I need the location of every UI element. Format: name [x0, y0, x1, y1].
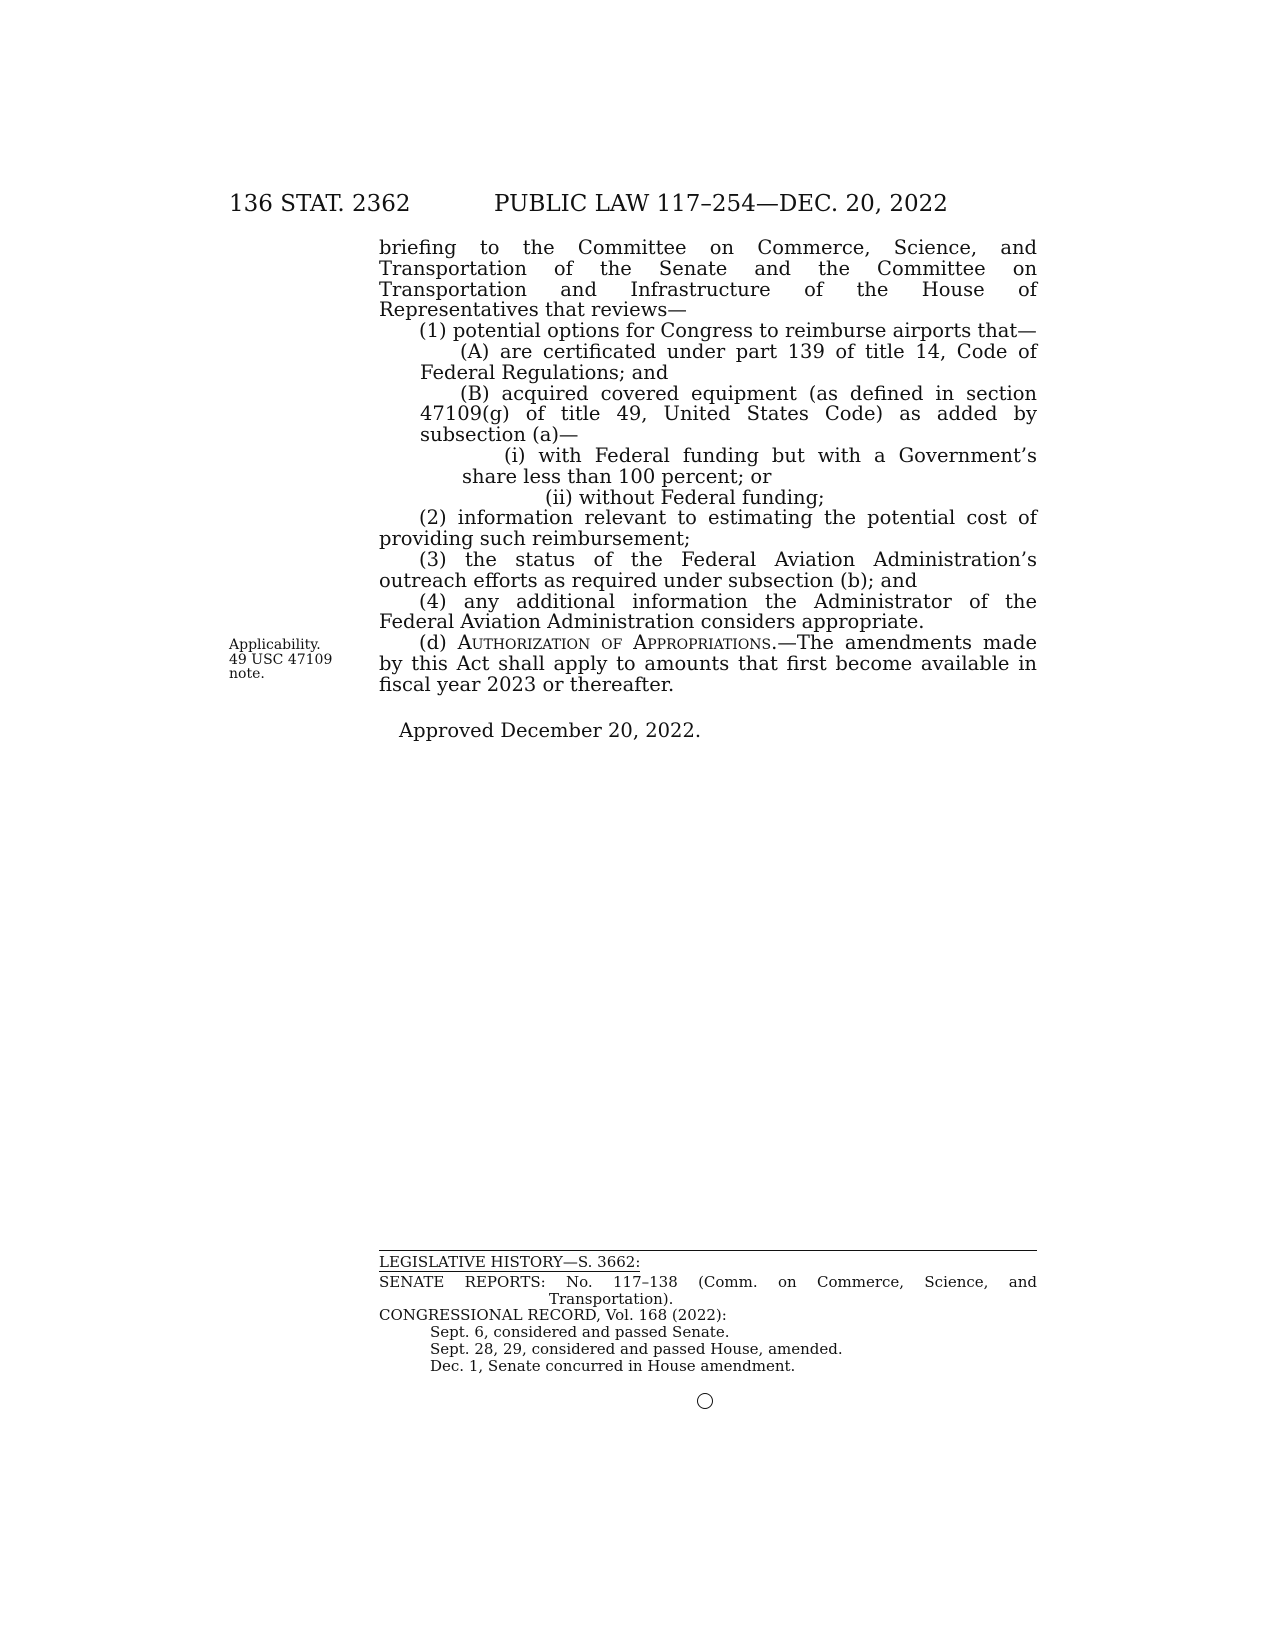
approval-date: Approved December 20, 2022.: [399, 719, 702, 742]
record-entry: Sept. 28, 29, considered and passed House, amended.: [430, 1339, 843, 1358]
end-mark-circle: [697, 1393, 713, 1409]
subsection-d-text: —The amendments made by this Act shall apply to amounts that first become available in fiscal year 2023 or thereafter.: [379, 631, 1037, 696]
margin-note-line-1: Applicability.: [229, 637, 321, 653]
subsection-d-heading: Authorization of Appropriations.: [457, 631, 778, 655]
running-header: [229, 186, 1037, 222]
paragraph-4: (4) any additional information the Administrator of the Federal Aviation Administration considers appropriate.: [379, 589, 1037, 634]
legislative-history-heading: LEGISLATIVE HISTORY—S. 3662:: [379, 1253, 641, 1271]
senate-reports: SENATE REPORTS: No. 117–138 (Comm. on Commerce, Science, and Transportation).: [379, 1273, 1037, 1308]
statute-body: [379, 238, 1037, 696]
paragraph-3: (3) the status of the Federal Aviation Administration’s outreach efforts as required under subsection (b); and: [379, 547, 1037, 592]
record-entry: Dec. 1, Senate concurred in House amendment.: [430, 1356, 796, 1375]
stat-page-number: 136 STAT. 2362: [229, 191, 411, 217]
paragraph-1: (1) potential options for Congress to reimburse airports that—: [419, 319, 1037, 343]
public-law-title: PUBLIC LAW 117–254—DEC. 20, 2022: [494, 191, 948, 217]
congressional-record-heading: CONGRESSIONAL RECORD, Vol. 168 (2022):: [379, 1306, 727, 1325]
subparagraph-a: (A) are certificated under part 139 of title 14, Code of Federal Regulations; and: [420, 339, 1037, 384]
subparagraph-b: (B) acquired covered equipment (as defined in section 47109(g) of title 49, United States Code) as added by subsection (a)—: [420, 381, 1037, 447]
paragraph-2: (2) information relevant to estimating the potential cost of providing such reimbursement;: [379, 506, 1037, 551]
subsection-d-label: (d): [419, 631, 458, 655]
briefing-paragraph: briefing to the Committee on Commerce, Science, and Transportation of the Senate and the Committee on Transportation and Infrastructure of the House of Representatives that reviews—: [379, 236, 1037, 322]
clause-ii: (ii) without Federal funding;: [545, 485, 825, 509]
subsection-d: [379, 633, 1037, 695]
margin-note: [229, 638, 359, 682]
record-entry: Sept. 6, considered and passed Senate.: [430, 1323, 730, 1342]
clause-i: (i) with Federal funding but with a Government’s share less than 100 percent; or: [462, 443, 1037, 488]
margin-note-line-3: note.: [229, 666, 265, 683]
legislative-history: [379, 1250, 1037, 1374]
margin-note-line-2: 49 USC 47109: [229, 651, 333, 668]
